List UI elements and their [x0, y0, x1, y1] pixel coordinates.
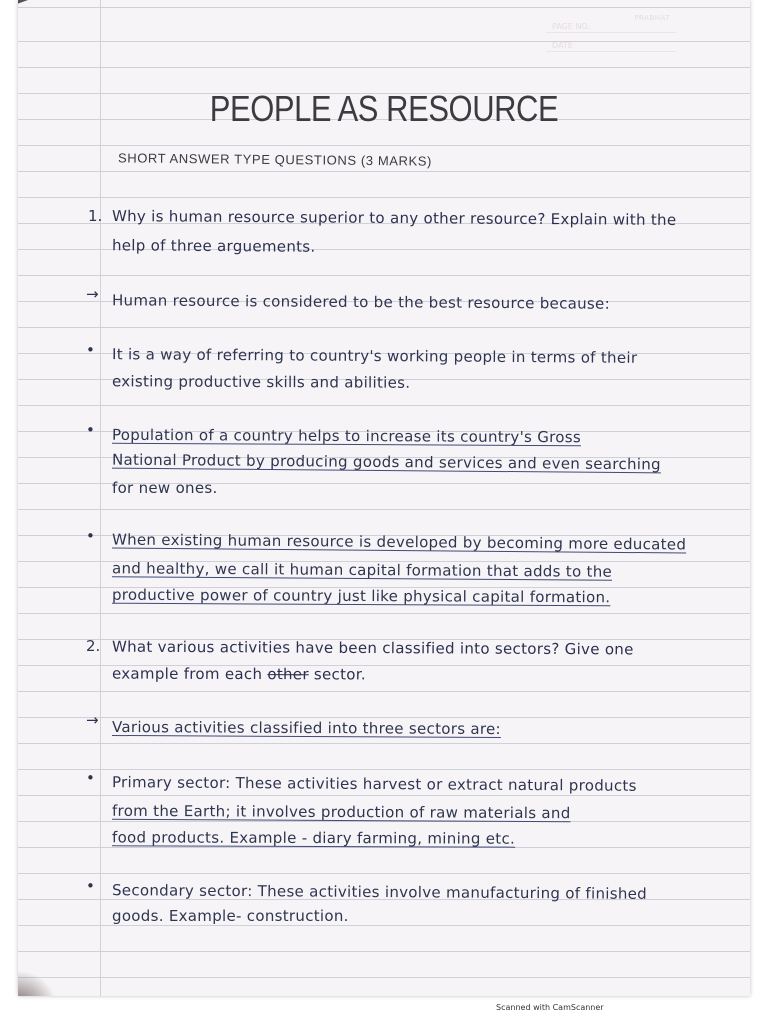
- question-number: 2.: [86, 637, 101, 655]
- answer-1-bullet-3-line-3: productive power of country just like physical capital formation.: [111, 585, 611, 607]
- corner-shadow: [18, 970, 58, 996]
- bullet-icon: •: [86, 527, 95, 545]
- section-subtitle: SHORT ANSWER TYPE QUESTIONS (3 MARKS): [117, 150, 433, 169]
- question-1-line-2: help of three arguements.: [111, 236, 316, 256]
- page-header-box: [546, 14, 676, 60]
- notebook-brand: PRABHAT: [634, 14, 670, 22]
- answer-arrow-icon: →: [86, 285, 99, 303]
- struck-word: other: [267, 665, 309, 684]
- question-2-line-2-end: sector.: [308, 665, 366, 684]
- date-label: DATE: [552, 41, 573, 50]
- answer-2-bullet-1-line-2: from the Earth; it involves production of raw materials and: [111, 801, 571, 823]
- question-2-line-2: [112, 664, 366, 685]
- answer-1-bullet-2-line-2: National Product by producing goods and services and even searching: [111, 450, 662, 474]
- answer-2-bullet-1-line-1: Primary sector: These activities harvest or extract natural products: [111, 773, 637, 795]
- page-corner: [18, 0, 28, 10]
- margin-line: [100, 0, 101, 996]
- bullet-icon: •: [86, 421, 95, 439]
- answer-2-bullet-2-line-2: goods. Example- construction.: [112, 907, 349, 925]
- page-no-label: PAGE NO.: [552, 22, 590, 31]
- notebook-page: [18, 0, 750, 996]
- answer-arrow-icon: →: [86, 711, 99, 729]
- question-2-line-1: What various activities have been classified into sectors? Give one: [111, 637, 634, 659]
- answer-1-bullet-3-line-2: and healthy, we call it human capital formation that adds to the: [111, 559, 613, 581]
- page-title: PEOPLE AS RESOURCE: [209, 88, 559, 129]
- question-1-line-1: Why is human resource superior to any other resource? Explain with the: [111, 207, 677, 229]
- question-2-line-2-start: example from each: [111, 664, 268, 684]
- answer-1-bullet-2-line-1: Population of a country helps to increase its country's Gross: [111, 425, 582, 447]
- answer-1-bullet-2-line-3: for new ones.: [112, 479, 218, 497]
- scanner-watermark: Scanned with CamScanner: [496, 1003, 604, 1012]
- answer-2-bullet-1-line-3: food products. Example - diary farming, mining etc.: [111, 828, 516, 848]
- answer-1-bullet-1-line-2: existing productive skills and abilities.: [111, 372, 411, 392]
- bullet-icon: •: [86, 769, 95, 787]
- bullet-icon: •: [86, 341, 95, 359]
- answer-2-bullet-2-line-1: Secondary sector: These activities involve manufacturing of finished: [111, 881, 648, 903]
- answer-1-bullet-3-line-1: When existing human resource is developed by becoming more educated: [111, 530, 687, 554]
- answer-2-intro: Various activities classified into three sectors are:: [111, 717, 501, 739]
- answer-1-intro: Human resource is considered to be the best resource because:: [111, 291, 611, 313]
- answer-1-bullet-1-line-1: It is a way of referring to country's working people in terms of their: [111, 345, 638, 367]
- bullet-icon: •: [86, 877, 95, 895]
- question-number: 1.: [88, 207, 103, 225]
